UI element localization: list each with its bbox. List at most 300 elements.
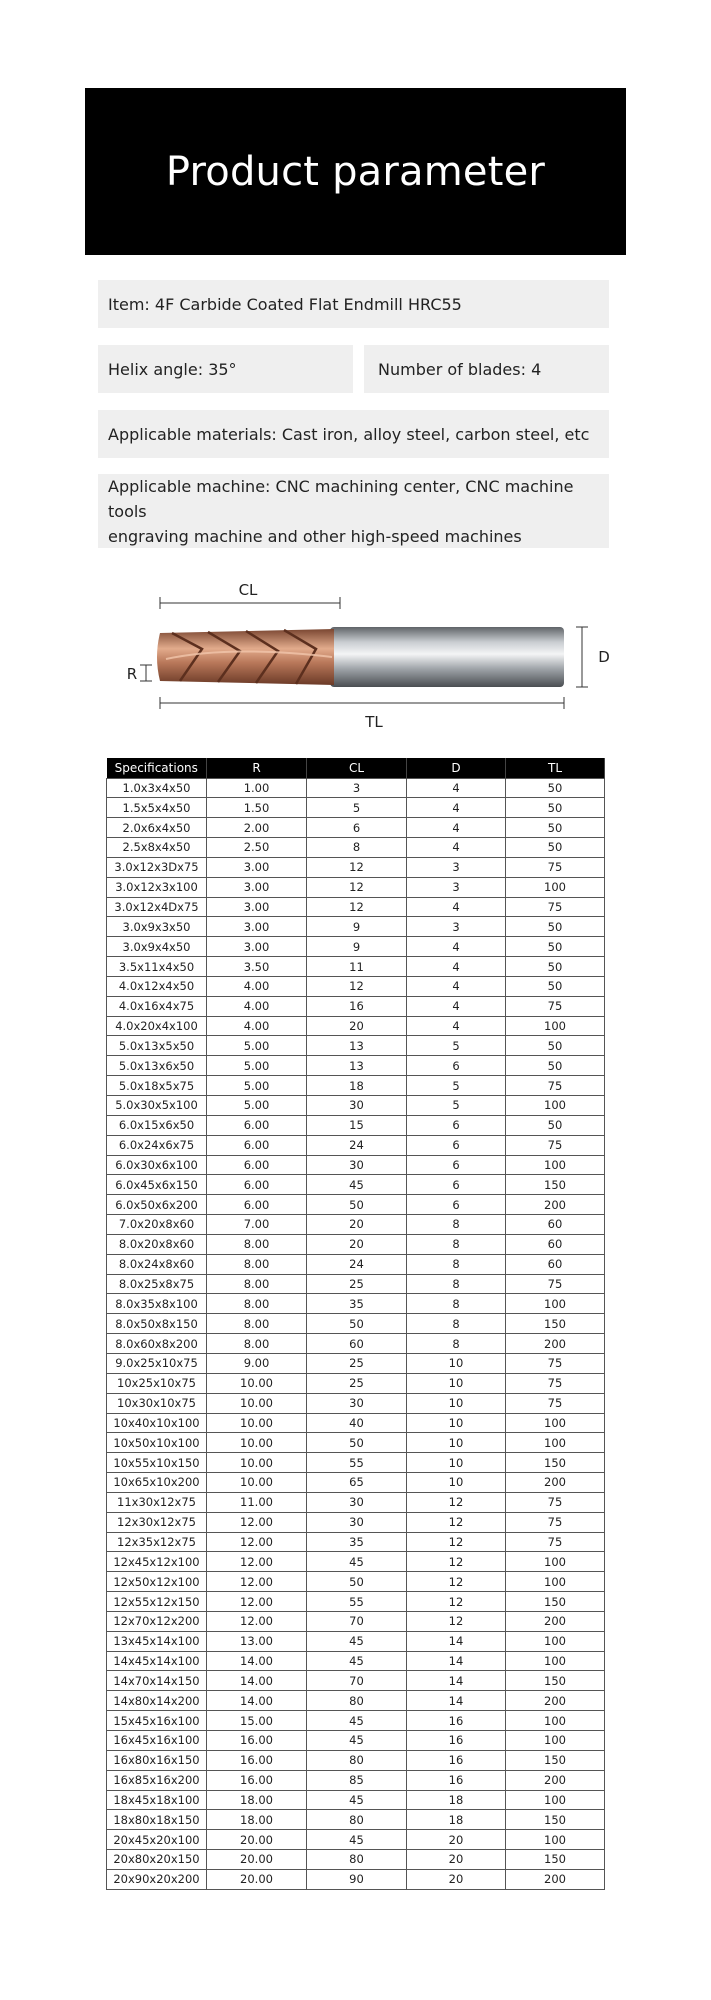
- r-dimension: [127, 665, 152, 683]
- cell-specification: 6.0x30x6x100: [107, 1155, 207, 1175]
- table-row: [107, 1869, 605, 1889]
- cell-r: 12.00: [207, 1512, 307, 1532]
- cell-d: 6: [407, 1195, 506, 1215]
- cell-cl: 90: [307, 1869, 407, 1889]
- cell-tl: 150: [506, 1810, 605, 1830]
- cell-cl: 30: [307, 1512, 407, 1532]
- table-row: [107, 877, 605, 897]
- cell-d: 6: [407, 1056, 506, 1076]
- table-row: [107, 1393, 605, 1413]
- cell-d: 8: [407, 1215, 506, 1235]
- cell-r: 5.00: [207, 1036, 307, 1056]
- cell-specification: 18x80x18x150: [107, 1810, 207, 1830]
- cell-cl: 20: [307, 1215, 407, 1235]
- cell-specification: 11x30x12x75: [107, 1492, 207, 1512]
- cell-cl: 45: [307, 1731, 407, 1751]
- cell-specification: 5.0x13x5x50: [107, 1036, 207, 1056]
- cell-specification: 2.0x6x4x50: [107, 818, 207, 838]
- cell-d: 16: [407, 1750, 506, 1770]
- table-row: [107, 1056, 605, 1076]
- cell-d: 6: [407, 1175, 506, 1195]
- blades-text: Number of blades: 4: [378, 359, 542, 379]
- cell-r: 14.00: [207, 1691, 307, 1711]
- cell-r: 10.00: [207, 1433, 307, 1453]
- cell-d: 6: [407, 1115, 506, 1135]
- cell-cl: 25: [307, 1353, 407, 1373]
- cell-d: 18: [407, 1790, 506, 1810]
- cell-specification: 12x35x12x75: [107, 1532, 207, 1552]
- cell-cl: 45: [307, 1711, 407, 1731]
- d-label: D: [598, 648, 610, 666]
- cell-r: 4.00: [207, 1016, 307, 1036]
- cell-cl: 30: [307, 1492, 407, 1512]
- table-row: [107, 1036, 605, 1056]
- cell-specification: 20x45x20x100: [107, 1830, 207, 1850]
- cell-tl: 100: [506, 1552, 605, 1572]
- cell-specification: 8.0x24x8x60: [107, 1254, 207, 1274]
- cell-cl: 18: [307, 1076, 407, 1096]
- cell-tl: 75: [506, 1353, 605, 1373]
- cell-tl: 100: [506, 1731, 605, 1751]
- cell-cl: 24: [307, 1135, 407, 1155]
- cell-specification: 4.0x20x4x100: [107, 1016, 207, 1036]
- table-row: [107, 1353, 605, 1373]
- table-row: [107, 1830, 605, 1850]
- cell-r: 10.00: [207, 1413, 307, 1433]
- table-row: [107, 1115, 605, 1135]
- cell-cl: 50: [307, 1195, 407, 1215]
- cell-cl: 9: [307, 917, 407, 937]
- cell-r: 10.00: [207, 1373, 307, 1393]
- table-body: [107, 778, 605, 1889]
- cell-specification: 12x50x12x100: [107, 1572, 207, 1592]
- cell-d: 8: [407, 1274, 506, 1294]
- table-row: [107, 1234, 605, 1254]
- cell-specification: 4.0x12x4x50: [107, 976, 207, 996]
- cell-specification: 8.0x25x8x75: [107, 1274, 207, 1294]
- cell-d: 8: [407, 1314, 506, 1334]
- cell-d: 4: [407, 798, 506, 818]
- cell-tl: 75: [506, 1076, 605, 1096]
- cell-tl: 75: [506, 897, 605, 917]
- helix-angle-box: [98, 345, 353, 393]
- cell-r: 5.00: [207, 1096, 307, 1116]
- cell-tl: 75: [506, 1532, 605, 1552]
- cell-specification: 16x80x16x150: [107, 1750, 207, 1770]
- cell-d: 4: [407, 937, 506, 957]
- cell-r: 18.00: [207, 1810, 307, 1830]
- cell-specification: 10x55x10x150: [107, 1453, 207, 1473]
- tl-label: TL: [365, 713, 383, 731]
- cell-cl: 80: [307, 1691, 407, 1711]
- cell-r: 4.00: [207, 996, 307, 1016]
- r-label: R: [126, 665, 138, 683]
- cell-cl: 80: [307, 1850, 407, 1870]
- tl-dimension: [160, 697, 564, 731]
- cell-specification: 10x65x10x200: [107, 1473, 207, 1493]
- cell-cl: 60: [307, 1334, 407, 1354]
- cell-tl: 60: [506, 1234, 605, 1254]
- table-row: [107, 897, 605, 917]
- cell-cl: 35: [307, 1294, 407, 1314]
- cell-specification: 1.0x3x4x50: [107, 778, 207, 798]
- table-row: [107, 1572, 605, 1592]
- d-dimension: [576, 627, 610, 687]
- cell-r: 12.00: [207, 1611, 307, 1631]
- cell-cl: 45: [307, 1175, 407, 1195]
- materials-box: [98, 410, 609, 458]
- helix-angle-text: Helix angle: 35°: [108, 359, 237, 379]
- cell-r: 12.00: [207, 1572, 307, 1592]
- cell-tl: 200: [506, 1195, 605, 1215]
- cell-d: 8: [407, 1294, 506, 1314]
- cell-specification: 10x40x10x100: [107, 1413, 207, 1433]
- header-cl: CL: [307, 758, 407, 778]
- cell-tl: 100: [506, 877, 605, 897]
- table-row: [107, 1631, 605, 1651]
- cell-cl: 9: [307, 937, 407, 957]
- cell-d: 8: [407, 1234, 506, 1254]
- cell-tl: 150: [506, 1592, 605, 1612]
- cell-r: 5.00: [207, 1056, 307, 1076]
- cell-specification: 12x30x12x75: [107, 1512, 207, 1532]
- cell-r: 11.00: [207, 1492, 307, 1512]
- cell-tl: 100: [506, 1651, 605, 1671]
- cell-r: 12.00: [207, 1592, 307, 1612]
- table-row: [107, 798, 605, 818]
- cell-tl: 100: [506, 1294, 605, 1314]
- item-text: Item: 4F Carbide Coated Flat Endmill HRC55: [108, 294, 462, 314]
- cell-r: 5.00: [207, 1076, 307, 1096]
- table-row: [107, 818, 605, 838]
- table-row: [107, 1294, 605, 1314]
- cell-r: 3.00: [207, 917, 307, 937]
- cell-r: 3.00: [207, 897, 307, 917]
- cell-d: 14: [407, 1631, 506, 1651]
- cell-specification: 3.0x12x3Dx75: [107, 857, 207, 877]
- cell-specification: 16x45x16x100: [107, 1731, 207, 1751]
- table-row: [107, 1731, 605, 1751]
- cell-r: 13.00: [207, 1631, 307, 1651]
- cell-d: 12: [407, 1532, 506, 1552]
- cell-d: 10: [407, 1373, 506, 1393]
- cell-tl: 75: [506, 1135, 605, 1155]
- cell-r: 16.00: [207, 1731, 307, 1751]
- blades-box: [364, 345, 609, 393]
- cell-tl: 50: [506, 917, 605, 937]
- cell-specification: 16x85x16x200: [107, 1770, 207, 1790]
- table-row: [107, 1671, 605, 1691]
- cell-tl: 100: [506, 1413, 605, 1433]
- cell-cl: 15: [307, 1115, 407, 1135]
- cell-r: 6.00: [207, 1115, 307, 1135]
- cell-r: 2.00: [207, 818, 307, 838]
- cell-tl: 50: [506, 818, 605, 838]
- table-row: [107, 1274, 605, 1294]
- table-row: [107, 1453, 605, 1473]
- cell-cl: 12: [307, 877, 407, 897]
- cell-tl: 75: [506, 1274, 605, 1294]
- cell-tl: 150: [506, 1314, 605, 1334]
- cell-d: 4: [407, 1016, 506, 1036]
- cell-specification: 14x80x14x200: [107, 1691, 207, 1711]
- cell-d: 4: [407, 976, 506, 996]
- table-row: [107, 857, 605, 877]
- table-row: [107, 1096, 605, 1116]
- cell-d: 16: [407, 1711, 506, 1731]
- cell-r: 3.50: [207, 957, 307, 977]
- cell-specification: 5.0x13x6x50: [107, 1056, 207, 1076]
- cell-cl: 6: [307, 818, 407, 838]
- item-info-box: [98, 280, 609, 328]
- cell-specification: 2.5x8x4x50: [107, 838, 207, 858]
- cell-r: 4.00: [207, 976, 307, 996]
- cell-specification: 3.0x9x3x50: [107, 917, 207, 937]
- table-row: [107, 1373, 605, 1393]
- cell-tl: 50: [506, 1056, 605, 1076]
- cell-cl: 45: [307, 1552, 407, 1572]
- cell-tl: 75: [506, 996, 605, 1016]
- cell-cl: 13: [307, 1056, 407, 1076]
- table-row: [107, 976, 605, 996]
- cell-tl: 100: [506, 1016, 605, 1036]
- cell-d: 14: [407, 1691, 506, 1711]
- table-row: [107, 1334, 605, 1354]
- table-row: [107, 1850, 605, 1870]
- cell-specification: 1.5x5x4x50: [107, 798, 207, 818]
- cell-cl: 45: [307, 1631, 407, 1651]
- cell-r: 9.00: [207, 1353, 307, 1373]
- cell-r: 2.50: [207, 838, 307, 858]
- cell-specification: 8.0x60x8x200: [107, 1334, 207, 1354]
- cell-specification: 6.0x45x6x150: [107, 1175, 207, 1195]
- cell-r: 3.00: [207, 877, 307, 897]
- cell-tl: 200: [506, 1869, 605, 1889]
- cell-cl: 5: [307, 798, 407, 818]
- cell-tl: 100: [506, 1790, 605, 1810]
- cell-d: 3: [407, 917, 506, 937]
- cell-d: 5: [407, 1076, 506, 1096]
- cell-specification: 3.5x11x4x50: [107, 957, 207, 977]
- endmill-diagram: [110, 575, 620, 735]
- shank: [330, 627, 564, 687]
- table-row: [107, 917, 605, 937]
- cell-tl: 50: [506, 1115, 605, 1135]
- machine-text-line2: engraving machine and other high-speed machines: [108, 526, 522, 546]
- table-row: [107, 1016, 605, 1036]
- cell-r: 3.00: [207, 937, 307, 957]
- table-row: [107, 1611, 605, 1631]
- cell-r: 10.00: [207, 1473, 307, 1493]
- cell-cl: 12: [307, 976, 407, 996]
- cell-tl: 150: [506, 1671, 605, 1691]
- cell-d: 10: [407, 1353, 506, 1373]
- cell-d: 4: [407, 996, 506, 1016]
- cell-d: 4: [407, 778, 506, 798]
- cell-cl: 3: [307, 778, 407, 798]
- cell-specification: 3.0x12x3x100: [107, 877, 207, 897]
- cell-tl: 100: [506, 1631, 605, 1651]
- cell-cl: 65: [307, 1473, 407, 1493]
- cell-d: 5: [407, 1036, 506, 1056]
- cell-r: 12.00: [207, 1552, 307, 1572]
- cell-specification: 12x55x12x150: [107, 1592, 207, 1612]
- table-row: [107, 1512, 605, 1532]
- cell-tl: 75: [506, 1393, 605, 1413]
- cell-r: 6.00: [207, 1135, 307, 1155]
- cell-specification: 14x45x14x100: [107, 1651, 207, 1671]
- cell-tl: 150: [506, 1175, 605, 1195]
- table-row: [107, 1770, 605, 1790]
- cell-tl: 50: [506, 838, 605, 858]
- cell-specification: 6.0x50x6x200: [107, 1195, 207, 1215]
- table-row: [107, 1790, 605, 1810]
- cell-r: 10.00: [207, 1393, 307, 1413]
- specification-table: [106, 758, 605, 1890]
- cell-tl: 150: [506, 1453, 605, 1473]
- header-tl: TL: [506, 758, 605, 778]
- table-row: [107, 1711, 605, 1731]
- cell-specification: 5.0x30x5x100: [107, 1096, 207, 1116]
- machine-text-line1: Applicable machine: CNC machining center, CNC machine tools: [108, 476, 574, 521]
- cell-d: 4: [407, 838, 506, 858]
- cell-specification: 3.0x12x4Dx75: [107, 897, 207, 917]
- cell-tl: 200: [506, 1691, 605, 1711]
- table-row: [107, 1473, 605, 1493]
- cell-cl: 12: [307, 897, 407, 917]
- cell-d: 12: [407, 1492, 506, 1512]
- cell-cl: 20: [307, 1016, 407, 1036]
- table-row: [107, 1592, 605, 1612]
- cell-r: 6.00: [207, 1175, 307, 1195]
- table-row: [107, 1750, 605, 1770]
- cell-cl: 16: [307, 996, 407, 1016]
- title-banner: [85, 88, 626, 255]
- cell-specification: 13x45x14x100: [107, 1631, 207, 1651]
- cell-cl: 80: [307, 1750, 407, 1770]
- cell-d: 10: [407, 1453, 506, 1473]
- fluted-cutting-section: [157, 629, 334, 685]
- cell-cl: 30: [307, 1155, 407, 1175]
- cell-cl: 30: [307, 1096, 407, 1116]
- cell-tl: 75: [506, 1512, 605, 1532]
- cell-cl: 40: [307, 1413, 407, 1433]
- cell-cl: 70: [307, 1611, 407, 1631]
- cell-cl: 20: [307, 1234, 407, 1254]
- cell-r: 8.00: [207, 1234, 307, 1254]
- cell-tl: 75: [506, 1492, 605, 1512]
- cell-cl: 35: [307, 1532, 407, 1552]
- cell-r: 10.00: [207, 1453, 307, 1473]
- cell-cl: 45: [307, 1651, 407, 1671]
- cell-d: 12: [407, 1611, 506, 1631]
- page-title: Product parameter: [165, 148, 546, 195]
- cell-r: 1.00: [207, 778, 307, 798]
- cell-tl: 50: [506, 937, 605, 957]
- machine-box: [98, 474, 609, 548]
- cell-tl: 50: [506, 798, 605, 818]
- cell-d: 12: [407, 1592, 506, 1612]
- cell-tl: 60: [506, 1254, 605, 1274]
- cell-tl: 60: [506, 1215, 605, 1235]
- cell-tl: 100: [506, 1572, 605, 1592]
- cell-specification: 20x90x20x200: [107, 1869, 207, 1889]
- cell-d: 12: [407, 1572, 506, 1592]
- cell-tl: 50: [506, 957, 605, 977]
- cell-specification: 15x45x16x100: [107, 1711, 207, 1731]
- materials-text: Applicable materials: Cast iron, alloy steel, carbon steel, etc: [108, 424, 590, 444]
- cell-d: 10: [407, 1473, 506, 1493]
- cell-d: 12: [407, 1552, 506, 1572]
- table-row: [107, 1076, 605, 1096]
- header-r: R: [207, 758, 307, 778]
- table-row: [107, 937, 605, 957]
- table-row: [107, 1810, 605, 1830]
- cell-d: 20: [407, 1850, 506, 1870]
- header-specifications: Specifications: [107, 758, 207, 778]
- table-row: [107, 778, 605, 798]
- table-row: [107, 1314, 605, 1334]
- cell-cl: 12: [307, 857, 407, 877]
- cell-tl: 100: [506, 1433, 605, 1453]
- table-header-row: [107, 758, 605, 778]
- cell-specification: 10x30x10x75: [107, 1393, 207, 1413]
- cell-r: 8.00: [207, 1314, 307, 1334]
- cell-r: 16.00: [207, 1750, 307, 1770]
- table-row: [107, 1195, 605, 1215]
- cell-specification: 8.0x50x8x150: [107, 1314, 207, 1334]
- cell-tl: 200: [506, 1334, 605, 1354]
- cell-d: 8: [407, 1254, 506, 1274]
- cell-tl: 50: [506, 976, 605, 996]
- cl-label: CL: [238, 581, 258, 599]
- table-row: [107, 1175, 605, 1195]
- table-row: [107, 957, 605, 977]
- cell-d: 12: [407, 1512, 506, 1532]
- cell-specification: 4.0x16x4x75: [107, 996, 207, 1016]
- table-row: [107, 1215, 605, 1235]
- cell-cl: 55: [307, 1592, 407, 1612]
- cell-r: 3.00: [207, 857, 307, 877]
- cell-d: 3: [407, 857, 506, 877]
- cell-d: 18: [407, 1810, 506, 1830]
- cell-d: 5: [407, 1096, 506, 1116]
- cell-tl: 150: [506, 1850, 605, 1870]
- cell-tl: 100: [506, 1155, 605, 1175]
- cell-specification: 6.0x24x6x75: [107, 1135, 207, 1155]
- table-row: [107, 1651, 605, 1671]
- cl-dimension: [160, 581, 340, 609]
- cell-cl: 45: [307, 1790, 407, 1810]
- cell-cl: 25: [307, 1373, 407, 1393]
- cell-d: 4: [407, 957, 506, 977]
- cell-r: 6.00: [207, 1195, 307, 1215]
- cell-tl: 100: [506, 1830, 605, 1850]
- cell-specification: 7.0x20x8x60: [107, 1215, 207, 1235]
- table-row: [107, 1413, 605, 1433]
- cell-tl: 75: [506, 857, 605, 877]
- cell-specification: 5.0x18x5x75: [107, 1076, 207, 1096]
- cell-r: 15.00: [207, 1711, 307, 1731]
- cell-cl: 50: [307, 1433, 407, 1453]
- cell-specification: 8.0x20x8x60: [107, 1234, 207, 1254]
- cell-specification: 12x45x12x100: [107, 1552, 207, 1572]
- cell-specification: 3.0x9x4x50: [107, 937, 207, 957]
- cell-d: 6: [407, 1135, 506, 1155]
- table-row: [107, 1492, 605, 1512]
- cell-specification: 20x80x20x150: [107, 1850, 207, 1870]
- cell-cl: 80: [307, 1810, 407, 1830]
